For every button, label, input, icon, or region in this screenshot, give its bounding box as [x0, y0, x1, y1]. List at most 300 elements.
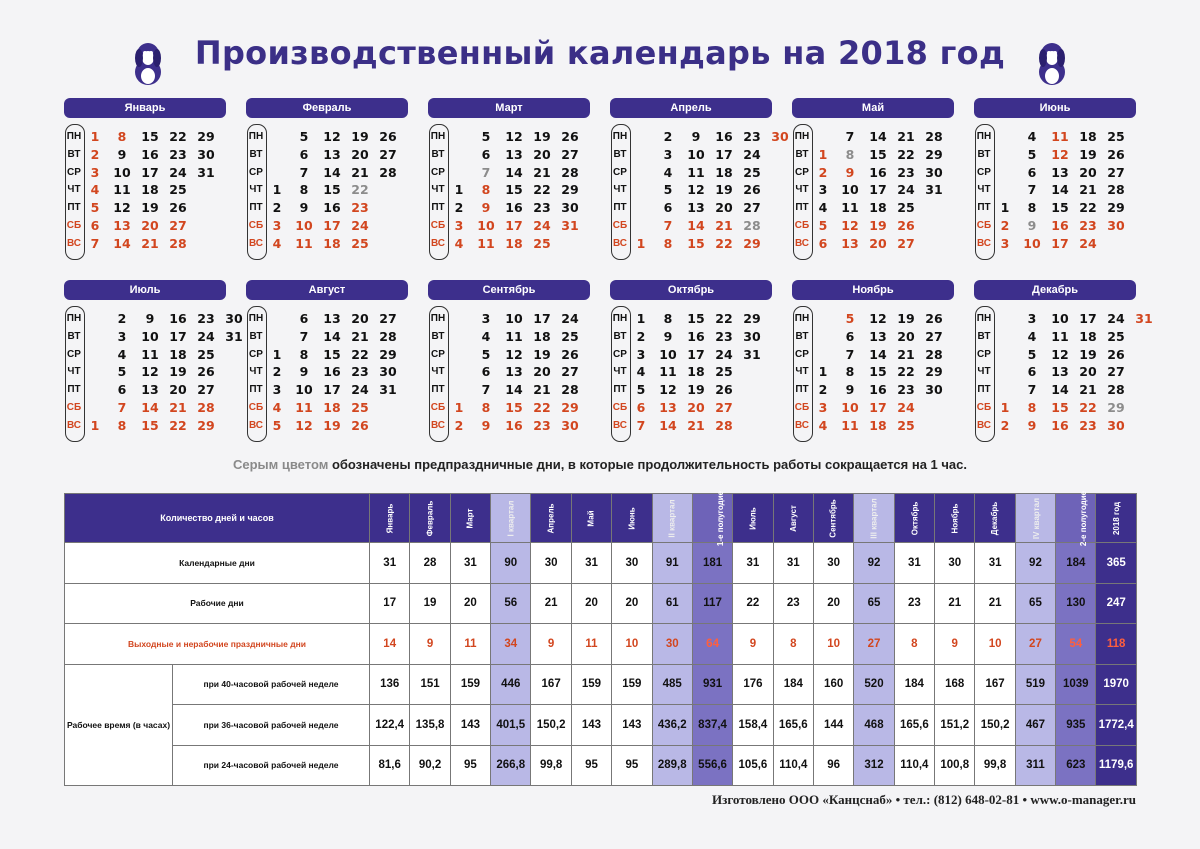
calendar-day: 22	[1079, 200, 1097, 216]
calendar-day: 19	[533, 129, 551, 144]
table-cell: 23	[773, 583, 813, 624]
calendar-day: 23	[169, 146, 187, 162]
calendar-day: 6	[299, 311, 309, 326]
calendar-day: 20	[715, 200, 733, 216]
calendar-day: 6	[845, 328, 855, 344]
column-header	[491, 494, 531, 543]
calendar-day: 17	[505, 218, 523, 233]
column-header	[975, 494, 1015, 543]
calendar-day: 28	[561, 382, 579, 398]
calendar-day: 2	[90, 146, 100, 162]
calendar-day: 9	[845, 164, 855, 180]
calendar-day: 11	[141, 346, 159, 362]
calendar-day: 8	[299, 346, 309, 362]
calendar-day: 28	[379, 164, 397, 180]
table-cell: 931	[692, 664, 732, 705]
calendar-day: 17	[687, 346, 705, 362]
table-cell: 130	[1056, 583, 1096, 624]
calendar-day: 29	[561, 400, 579, 415]
table-cell: 266,8	[491, 745, 531, 786]
calendar-day: 25	[169, 182, 187, 198]
weekday-label: СР	[977, 348, 991, 360]
calendar-day: 23	[743, 129, 761, 144]
calendar-day: 29	[1107, 400, 1125, 415]
calendar-day: 18	[141, 182, 159, 198]
table-cell: 935	[1056, 705, 1096, 746]
calendar-day: 23	[533, 200, 551, 216]
calendar-day: 22	[351, 346, 369, 362]
table-cell: 17	[370, 583, 410, 624]
table-cell: 184	[894, 664, 934, 705]
calendar-day: 27	[561, 364, 579, 380]
calendar-day: 25	[1107, 129, 1125, 144]
table-cell: 31	[450, 543, 490, 584]
table-cell: 168	[935, 664, 975, 705]
calendar-day: 30	[379, 364, 397, 380]
weekday-label: ВС	[612, 237, 628, 249]
month-block	[610, 280, 772, 442]
calendar-day: 10	[1051, 311, 1069, 326]
calendar-day: 11	[1051, 129, 1069, 144]
calendar-day: 1	[1000, 200, 1010, 216]
calendar-day: 29	[743, 311, 761, 326]
weekday-label: ВС	[248, 237, 264, 249]
calendar-day: 19	[897, 311, 915, 326]
calendar-day: 25	[533, 235, 551, 251]
weekday-label: СР	[795, 348, 809, 360]
calendar-day: 18	[323, 235, 341, 251]
calendar-day: 2	[1000, 218, 1010, 233]
weekday-label: СБ	[430, 220, 446, 231]
column-header	[1015, 494, 1055, 543]
calendar-day: 23	[1079, 417, 1097, 433]
calendar-day: 3	[636, 346, 646, 362]
calendar-day: 5	[90, 200, 100, 216]
calendar-day: 27	[1107, 164, 1125, 180]
weekday-label: ПН	[976, 313, 992, 324]
calendar-day: 24	[1107, 311, 1125, 326]
weekday-label: ПТ	[795, 384, 809, 396]
calendar-day: 3	[818, 400, 828, 415]
calendar-day: 27	[743, 200, 761, 216]
calendar-day: 14	[869, 129, 887, 144]
month-header: Декабрь	[974, 280, 1136, 300]
calendar-day: 13	[505, 364, 523, 380]
calendar-day: 4	[454, 235, 464, 251]
table-cell: 289,8	[652, 745, 692, 786]
calendar-day: 5	[818, 218, 828, 233]
calendar-day: 8	[481, 400, 491, 415]
table-cell: 56	[491, 583, 531, 624]
calendar-day: 8	[1027, 200, 1037, 216]
month-block	[974, 280, 1153, 442]
calendar-day: 13	[323, 146, 341, 162]
calendar-day: 22	[897, 364, 915, 380]
calendar-day: 22	[169, 129, 187, 144]
calendar-day: 8	[663, 311, 673, 326]
calendar-day: 28	[1107, 382, 1125, 398]
calendar-day: 30	[771, 129, 789, 144]
weekday-label: ЧТ	[249, 184, 263, 196]
weekday-label: ПТ	[977, 202, 991, 214]
table-cell: 623	[1056, 745, 1096, 786]
dog-mascot-icon	[1032, 38, 1072, 88]
weekday-label: СБ	[248, 402, 264, 413]
calendar-day: 20	[1079, 164, 1097, 180]
weekday-label: СР	[431, 348, 445, 360]
calendar-day: 4	[818, 200, 828, 216]
table-cell: 485	[652, 664, 692, 705]
calendar-day: 12	[505, 346, 523, 362]
table-cell: 110,4	[894, 745, 934, 786]
month-header: Июль	[64, 280, 226, 300]
calendar-day: 1	[272, 182, 282, 198]
calendar-day: 14	[1051, 182, 1069, 198]
column-header	[813, 494, 853, 543]
calendar-day: 17	[869, 400, 887, 415]
table-cell: 28	[410, 543, 450, 584]
calendar-day: 27	[1107, 364, 1125, 380]
weekday-label: ПН	[248, 313, 264, 324]
calendar-day: 3	[1027, 311, 1037, 326]
calendar-day: 30	[925, 382, 943, 398]
calendar-day: 30	[197, 146, 215, 162]
table-cell: 10	[612, 624, 652, 665]
calendar-day: 1	[90, 417, 100, 433]
column-header-text: IV квартал	[1031, 497, 1041, 539]
column-header-text: 2-е полугодие	[1079, 490, 1089, 546]
calendar-day: 10	[659, 346, 677, 362]
calendar-day: 4	[272, 235, 282, 251]
calendar-day: 26	[379, 129, 397, 144]
table-cell: 92	[854, 543, 894, 584]
month-header: Ноябрь	[792, 280, 954, 300]
calendar-day: 31	[743, 346, 761, 362]
calendar-day: 22	[351, 182, 369, 198]
calendar-day: 30	[1107, 417, 1125, 433]
table-cell: 64	[692, 624, 732, 665]
calendar-day: 15	[869, 146, 887, 162]
calendar-day: 12	[323, 129, 341, 144]
weekday-label: ВС	[976, 237, 992, 249]
calendar-day: 6	[299, 146, 309, 162]
calendar-day: 15	[1051, 400, 1069, 415]
calendar-day: 5	[117, 364, 127, 380]
weekday-label: ПН	[430, 131, 446, 142]
table-cell: 312	[854, 745, 894, 786]
calendar-day: 4	[90, 182, 100, 198]
calendar-day: 1	[818, 146, 828, 162]
calendar-day: 13	[1051, 164, 1069, 180]
table-cell: 100,8	[935, 745, 975, 786]
calendar-day: 1	[1000, 400, 1010, 415]
calendar-day: 14	[113, 235, 131, 251]
calendar-day: 14	[323, 328, 341, 344]
table-row	[65, 664, 1137, 705]
calendar-day: 26	[897, 218, 915, 233]
calendar-day: 18	[1079, 129, 1097, 144]
calendar-day: 21	[897, 346, 915, 362]
calendar-day: 13	[113, 218, 131, 233]
column-header	[612, 494, 652, 543]
calendar-day: 21	[687, 417, 705, 433]
calendar-day: 14	[1051, 382, 1069, 398]
calendar-day: 24	[197, 328, 215, 344]
month-block	[428, 280, 590, 442]
table-cell: 143	[450, 705, 490, 746]
calendar-day: 1	[818, 364, 828, 380]
weekday-label: СБ	[248, 220, 264, 231]
calendar-day: 20	[533, 146, 551, 162]
calendar-day: 16	[141, 146, 159, 162]
weekday-label: ПН	[430, 313, 446, 324]
calendar-day: 9	[481, 417, 491, 433]
weekday-label: ВС	[430, 419, 446, 431]
table-cell: 31	[370, 543, 410, 584]
table-cell: 30	[652, 624, 692, 665]
footer: Изготовлено ООО «Канцснаб» • тел.: (812) 648-02-81 • www.o-manager.ru	[712, 792, 1136, 807]
calendar-day: 16	[687, 328, 705, 344]
calendar-day: 24	[351, 382, 369, 398]
month-block	[64, 98, 226, 260]
weekday-label: СР	[977, 166, 991, 178]
calendar-day: 26	[351, 417, 369, 433]
calendar-day: 31	[925, 182, 943, 198]
calendar-day: 11	[1051, 328, 1069, 344]
calendar-day: 8	[117, 417, 127, 433]
calendar-day: 18	[687, 364, 705, 380]
table-cell: 519	[1015, 664, 1055, 705]
calendar-day: 3	[454, 218, 464, 233]
calendar-day: 7	[663, 218, 673, 233]
table-row	[65, 543, 1137, 584]
weekday-label: ПН	[794, 313, 810, 324]
calendar-day: 11	[841, 417, 859, 433]
calendar-day: 4	[1027, 129, 1037, 144]
calendar-day: 6	[481, 364, 491, 380]
table-row	[65, 583, 1137, 624]
calendar-day: 26	[925, 311, 943, 326]
weekday-label: СР	[431, 166, 445, 178]
table-cell: 27	[1015, 624, 1055, 665]
month-header: Август	[246, 280, 408, 300]
calendar-day: 27	[561, 146, 579, 162]
table-cell: 556,6	[692, 745, 732, 786]
table-cell: 8	[894, 624, 934, 665]
calendar-day: 18	[169, 346, 187, 362]
weekday-label: ПТ	[613, 202, 627, 214]
calendar-day: 11	[295, 235, 313, 251]
calendar-day: 31	[379, 382, 397, 398]
dog-mascot-icon	[128, 38, 168, 88]
calendar-day: 25	[897, 417, 915, 433]
weekday-label: СБ	[430, 402, 446, 413]
weekday-label: ПТ	[977, 384, 991, 396]
table-cell: 150,2	[975, 705, 1015, 746]
weekday-label: ВС	[794, 237, 810, 249]
month-header: Июнь	[974, 98, 1136, 118]
column-header	[692, 490, 732, 546]
table-cell: 31	[975, 543, 1015, 584]
calendar-day: 10	[505, 311, 523, 326]
weekday-label: ВТ	[431, 148, 445, 160]
calendar-day: 7	[1027, 382, 1037, 398]
calendar-day: 14	[505, 164, 523, 180]
column-header-text: Октябрь	[909, 501, 919, 535]
calendar-day: 28	[379, 328, 397, 344]
calendar-day: 15	[505, 400, 523, 415]
calendar-day: 19	[1079, 146, 1097, 162]
table-cell: 167	[975, 664, 1015, 705]
table-cell: 837,4	[692, 705, 732, 746]
calendar-day: 21	[533, 164, 551, 180]
column-header-text: II квартал	[667, 498, 677, 538]
calendar-day: 20	[869, 235, 887, 251]
calendar-day: 28	[925, 129, 943, 144]
calendar-day: 8	[481, 182, 491, 198]
column-header	[531, 494, 571, 543]
table-cell: 34	[491, 624, 531, 665]
column-header-text: Декабрь	[990, 501, 1000, 535]
weekday-label: ПН	[794, 131, 810, 142]
month-block	[246, 98, 408, 260]
calendar-day: 30	[925, 164, 943, 180]
table-cell: 151,2	[935, 705, 975, 746]
calendar-day: 22	[715, 235, 733, 251]
calendar-day: 6	[90, 218, 100, 233]
weekday-label: ВС	[794, 419, 810, 431]
calendar-day: 23	[897, 164, 915, 180]
table-cell: 65	[1015, 583, 1055, 624]
table-cell: 165,6	[894, 705, 934, 746]
calendar-day: 15	[1051, 200, 1069, 216]
calendar-day: 23	[197, 311, 215, 326]
calendar-day: 30	[743, 328, 761, 344]
table-cell: 92	[1015, 543, 1055, 584]
calendar-day: 24	[1079, 235, 1097, 251]
calendar-day: 10	[295, 218, 313, 233]
column-header	[854, 494, 894, 543]
calendar-day: 5	[1027, 146, 1037, 162]
weekday-label: ЧТ	[795, 366, 809, 378]
calendar-day: 18	[323, 400, 341, 415]
table-cell: 167	[531, 664, 571, 705]
calendar-day: 12	[841, 218, 859, 233]
calendar-day: 9	[299, 200, 309, 216]
table-cell: 184	[773, 664, 813, 705]
calendar-day: 6	[1027, 164, 1037, 180]
column-header	[410, 494, 450, 543]
calendar-day: 30	[225, 311, 243, 326]
note-gray-part: Серым цветом	[232, 457, 329, 472]
calendar-day: 16	[505, 417, 523, 433]
calendar-day: 1	[272, 346, 282, 362]
calendar-day: 31	[561, 218, 579, 233]
table-cell: 247	[1096, 583, 1136, 624]
calendar-day: 7	[299, 164, 309, 180]
table-cell: 9	[531, 624, 571, 665]
table-cell: 110,4	[773, 745, 813, 786]
calendar-day: 3	[481, 311, 491, 326]
table-cell: 184	[1056, 543, 1096, 584]
calendar-day: 14	[869, 346, 887, 362]
weekday-label: СР	[613, 348, 627, 360]
calendar-day: 12	[1051, 146, 1069, 162]
calendar-day: 24	[897, 182, 915, 198]
calendar-day: 10	[841, 400, 859, 415]
calendar-day: 15	[141, 417, 159, 433]
calendar-day: 24	[897, 400, 915, 415]
calendar-day: 13	[1051, 364, 1069, 380]
table-cell: 31	[894, 543, 934, 584]
calendar-day: 5	[299, 129, 309, 144]
calendar-day: 29	[379, 346, 397, 362]
calendar-day: 26	[169, 200, 187, 216]
calendar-day: 12	[1051, 346, 1069, 362]
calendar-day: 29	[197, 417, 215, 433]
calendar-day: 3	[272, 382, 282, 398]
month-header: Январь	[64, 98, 226, 118]
calendar-day: 21	[141, 235, 159, 251]
calendar-day: 3	[90, 164, 100, 180]
calendar-day: 26	[1107, 146, 1125, 162]
calendar-day: 6	[1027, 364, 1037, 380]
calendar-day: 21	[351, 328, 369, 344]
weekday-label: ВТ	[431, 330, 445, 342]
calendar-day: 17	[869, 182, 887, 198]
table-cell: 117	[692, 583, 732, 624]
calendar-day: 29	[925, 146, 943, 162]
calendar-day: 15	[869, 364, 887, 380]
table-cell: 96	[813, 745, 853, 786]
calendar-day: 24	[743, 146, 761, 162]
calendar-day: 4	[663, 164, 673, 180]
calendar-day: 21	[1079, 382, 1097, 398]
table-cell: 31	[773, 543, 813, 584]
column-header-text: 2018 год	[1111, 501, 1121, 535]
table-cell: 135,8	[410, 705, 450, 746]
calendar-day: 15	[687, 235, 705, 251]
column-header-text: Июнь	[627, 506, 637, 530]
summary-header-row	[65, 494, 1137, 543]
column-header-text: Февраль	[425, 500, 435, 536]
column-header-text: Июль	[748, 506, 758, 530]
weekday-label: ЧТ	[613, 184, 627, 196]
calendar-day: 19	[141, 200, 159, 216]
calendar-day: 28	[743, 218, 761, 233]
table-cell: 11	[571, 624, 611, 665]
table-cell: 81,6	[370, 745, 410, 786]
row-label: при 36-часовой рабочей неделе	[173, 705, 370, 746]
calendar-day: 14	[141, 400, 159, 415]
calendar-day: 8	[845, 364, 855, 380]
calendar-day: 14	[687, 218, 705, 233]
table-cell: 446	[491, 664, 531, 705]
row-label: Рабочие дни	[65, 583, 370, 624]
table-cell: 311	[1015, 745, 1055, 786]
calendar-day: 22	[897, 146, 915, 162]
calendar-day: 31	[1135, 311, 1153, 326]
table-cell: 21	[531, 583, 571, 624]
calendar-day: 19	[687, 382, 705, 398]
calendar-day: 23	[897, 382, 915, 398]
calendar-day: 4	[636, 364, 646, 380]
calendar-day: 8	[117, 129, 127, 144]
calendar-day: 12	[505, 129, 523, 144]
weekday-label: ЧТ	[613, 366, 627, 378]
weekday-label: ВС	[612, 419, 628, 431]
table-cell: 165,6	[773, 705, 813, 746]
